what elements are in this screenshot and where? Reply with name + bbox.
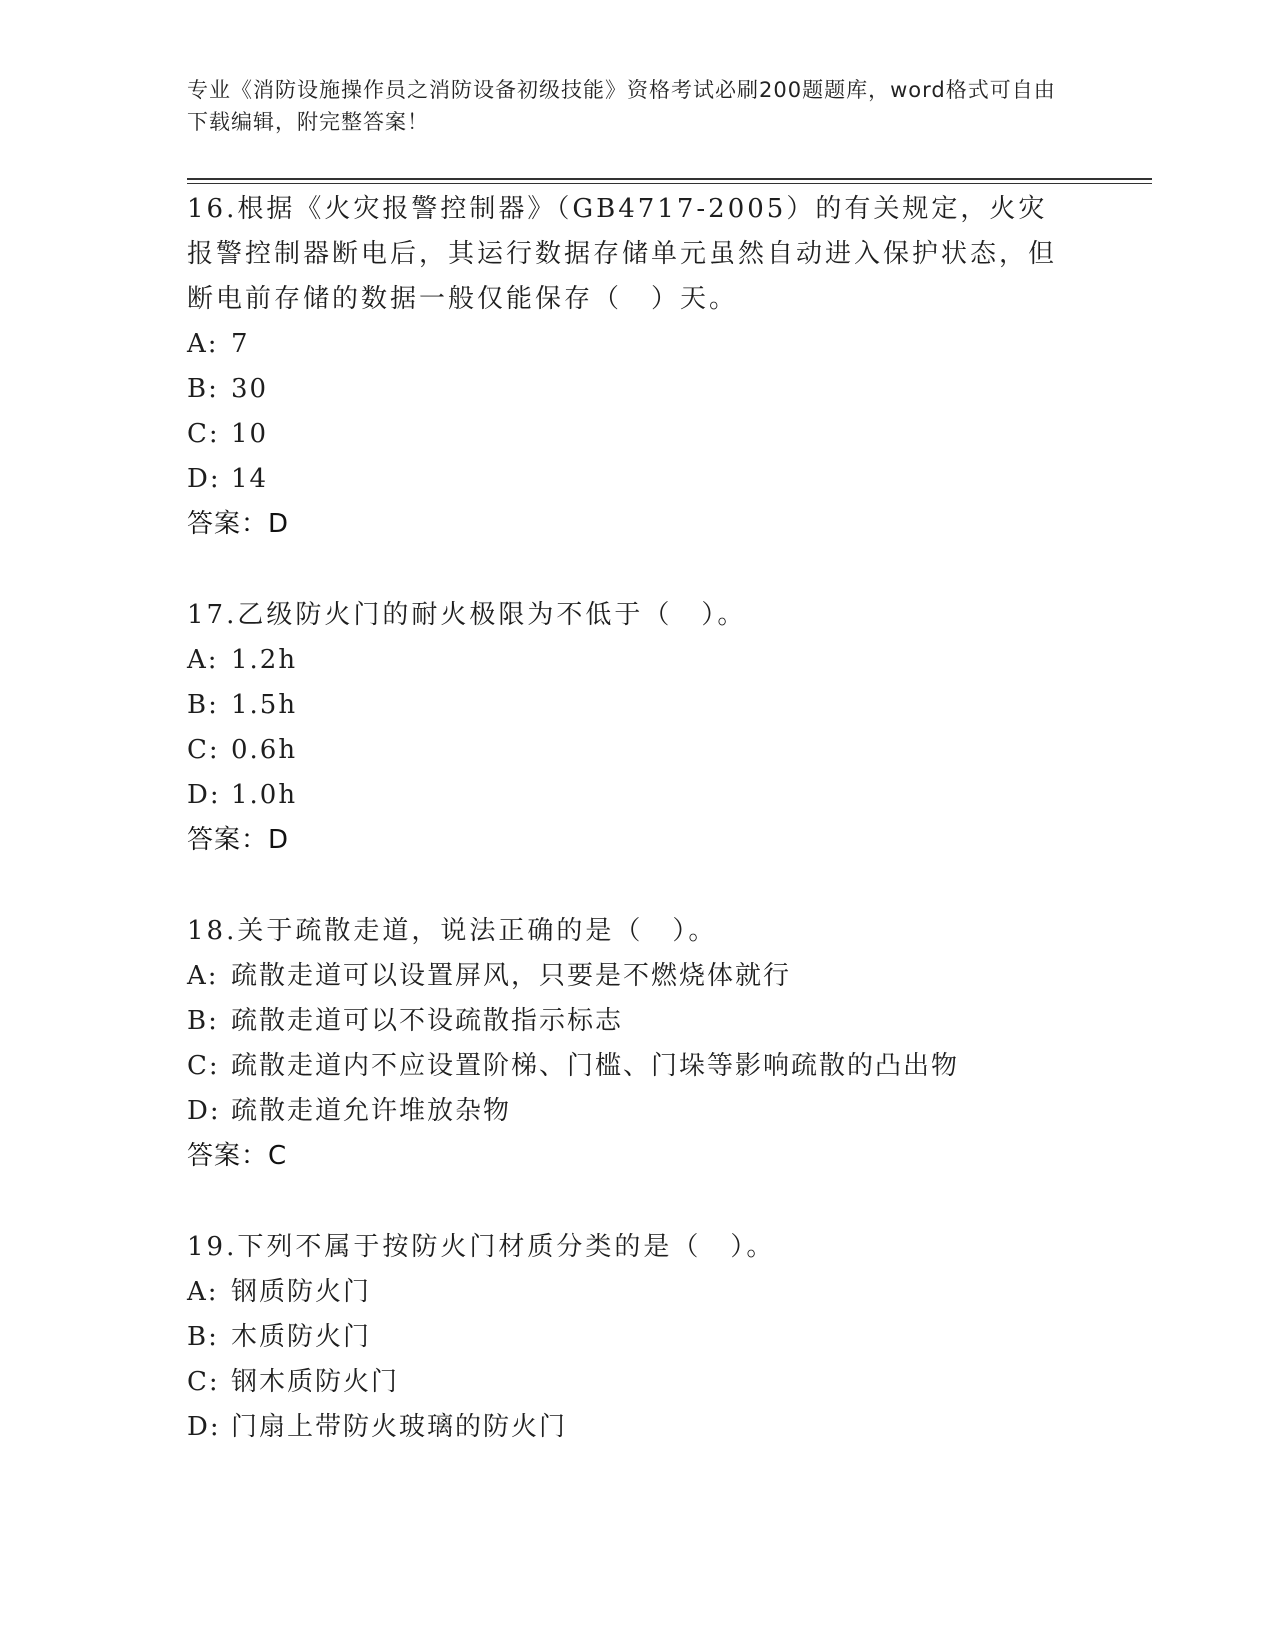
option-b: [187, 1315, 1107, 1360]
header-divider-thin: [187, 183, 1152, 184]
option-text: 疏散走道内不应设置阶梯、门槛、门垛等影响疏散的凸出物: [231, 1051, 960, 1081]
option-letter: A:: [187, 645, 219, 675]
question-16: [187, 187, 1107, 547]
question-stem: 16.根据《火灾报警控制器》（GB4717-2005）的有关规定，火灾报警控制器断电后，其运行数据存储单元虽然自动进入保护状态，但断电前存储的数据一般仅能保存（ ）天。: [187, 194, 1058, 314]
answer-line: 答案：D: [187, 509, 290, 539]
question-spacer: [187, 1179, 1107, 1225]
option-d: [187, 773, 1107, 818]
option-text: 10: [231, 419, 269, 449]
option-text: 7: [231, 329, 250, 359]
option-text: 疏散走道可以设置屏风，只要是不燃烧体就行: [231, 961, 792, 991]
option-letter: B:: [187, 1006, 219, 1036]
option-d: [187, 1089, 1107, 1134]
option-text: 门扇上带防火玻璃的防火门: [231, 1412, 568, 1442]
option-text: 30: [231, 374, 269, 404]
question-spacer: [187, 547, 1107, 593]
option-text: 钢木质防火门: [231, 1367, 400, 1397]
option-a: [187, 638, 1107, 683]
option-text: 疏散走道可以不设疏散指示标志: [231, 1006, 624, 1036]
answer-line: 答案：D: [187, 825, 290, 855]
option-letter: C:: [187, 1051, 220, 1081]
option-letter: B:: [187, 690, 219, 720]
option-letter: D:: [187, 464, 221, 494]
question-17: [187, 593, 1107, 863]
document-intro: 专业《消防设施操作员之消防设备初级技能》资格考试必刷200题题库，word格式可自由下载编辑，附完整答案！: [187, 78, 1056, 134]
option-text: 14: [231, 464, 269, 494]
question-list: [187, 187, 1107, 1450]
option-letter: A:: [187, 329, 219, 359]
option-letter: D:: [187, 780, 221, 810]
option-d: [187, 457, 1107, 502]
question-19: [187, 1225, 1107, 1450]
question-18: [187, 909, 1107, 1179]
option-c: [187, 1360, 1107, 1405]
question-stem: 19.下列不属于按防火门材质分类的是（ ）。: [187, 1232, 776, 1262]
option-text: 钢质防火门: [231, 1277, 372, 1307]
option-a: [187, 954, 1107, 999]
option-d: [187, 1405, 1107, 1450]
question-stem: 18.关于疏散走道，说法正确的是（ ）。: [187, 916, 718, 946]
option-letter: C:: [187, 419, 220, 449]
option-letter: A:: [187, 961, 219, 991]
option-b: [187, 999, 1107, 1044]
option-text: 0.6h: [231, 735, 298, 765]
option-text: 1.0h: [231, 780, 298, 810]
option-letter: C:: [187, 1367, 220, 1397]
option-c: [187, 728, 1107, 773]
option-c: [187, 412, 1107, 457]
option-text: 1.2h: [231, 645, 298, 675]
option-text: 1.5h: [231, 690, 298, 720]
option-text: 疏散走道允许堆放杂物: [231, 1096, 512, 1126]
header-divider-thick: [187, 178, 1152, 180]
option-letter: B:: [187, 1322, 219, 1352]
option-letter: D:: [187, 1412, 221, 1442]
option-letter: D:: [187, 1096, 221, 1126]
option-a: [187, 1270, 1107, 1315]
question-stem: 17.乙级防火门的耐火极限为不低于（ ）。: [187, 600, 747, 630]
option-letter: C:: [187, 735, 220, 765]
option-c: [187, 1044, 1107, 1089]
option-b: [187, 683, 1107, 728]
option-letter: A:: [187, 1277, 219, 1307]
option-b: [187, 367, 1107, 412]
option-letter: B:: [187, 374, 219, 404]
answer-line: 答案：C: [187, 1141, 288, 1171]
option-a: [187, 322, 1107, 367]
question-spacer: [187, 863, 1107, 909]
option-text: 木质防火门: [231, 1322, 372, 1352]
